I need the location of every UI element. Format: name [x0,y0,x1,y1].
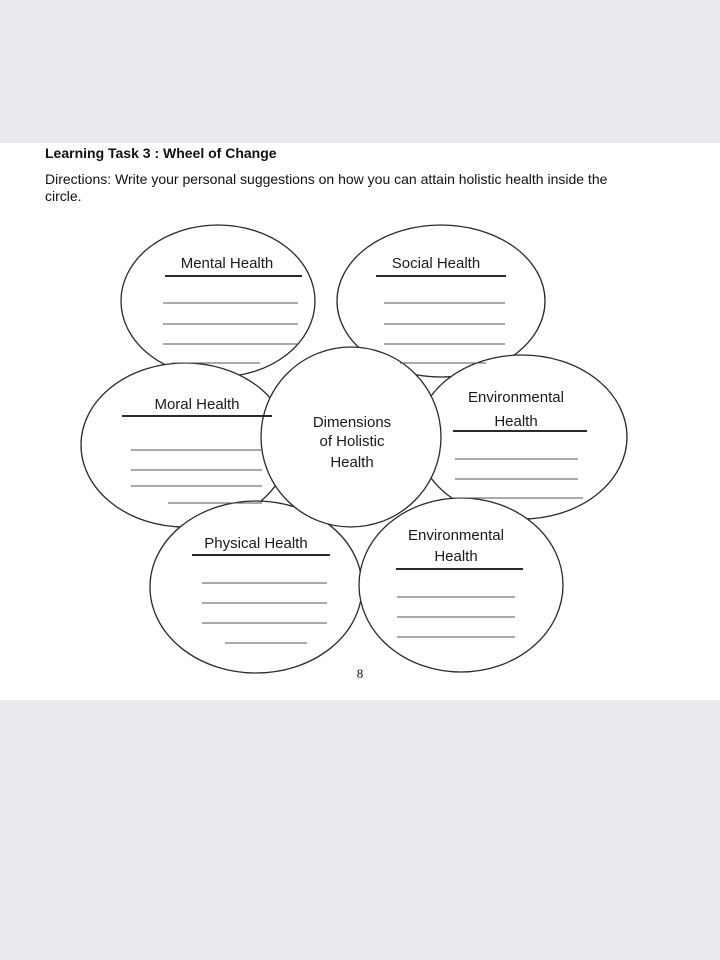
mental-health-label: Mental Health [180,255,274,272]
environmental-bottom-label-line2: Health [434,548,478,565]
directions-text: Directions: Write your personal suggestions on how you can attain holistic health inside the circle. [45,171,608,204]
environmental-health-bottom-circle [359,498,563,672]
environmental-right-label-line2: Health [494,413,538,430]
mental-health-circle [121,225,315,377]
environmental-health-right-circle [417,355,627,519]
center-label-line2: of Holistic [319,433,385,450]
social-health-label: Social Health [391,255,481,272]
page-number: 8 [356,666,364,681]
environmental-bottom-label-line1: Environmental [408,527,504,544]
environmental-right-label-line1: Environmental [468,389,564,406]
physical-health-label: Physical Health [204,535,308,552]
physical-health-circle [150,501,362,673]
center-label-line3: Health [330,454,374,471]
task-title: Learning Task 3 : Wheel of Change [45,145,277,161]
center-label-line1: Dimensions [312,414,392,431]
moral-health-label: Moral Health [154,396,240,413]
